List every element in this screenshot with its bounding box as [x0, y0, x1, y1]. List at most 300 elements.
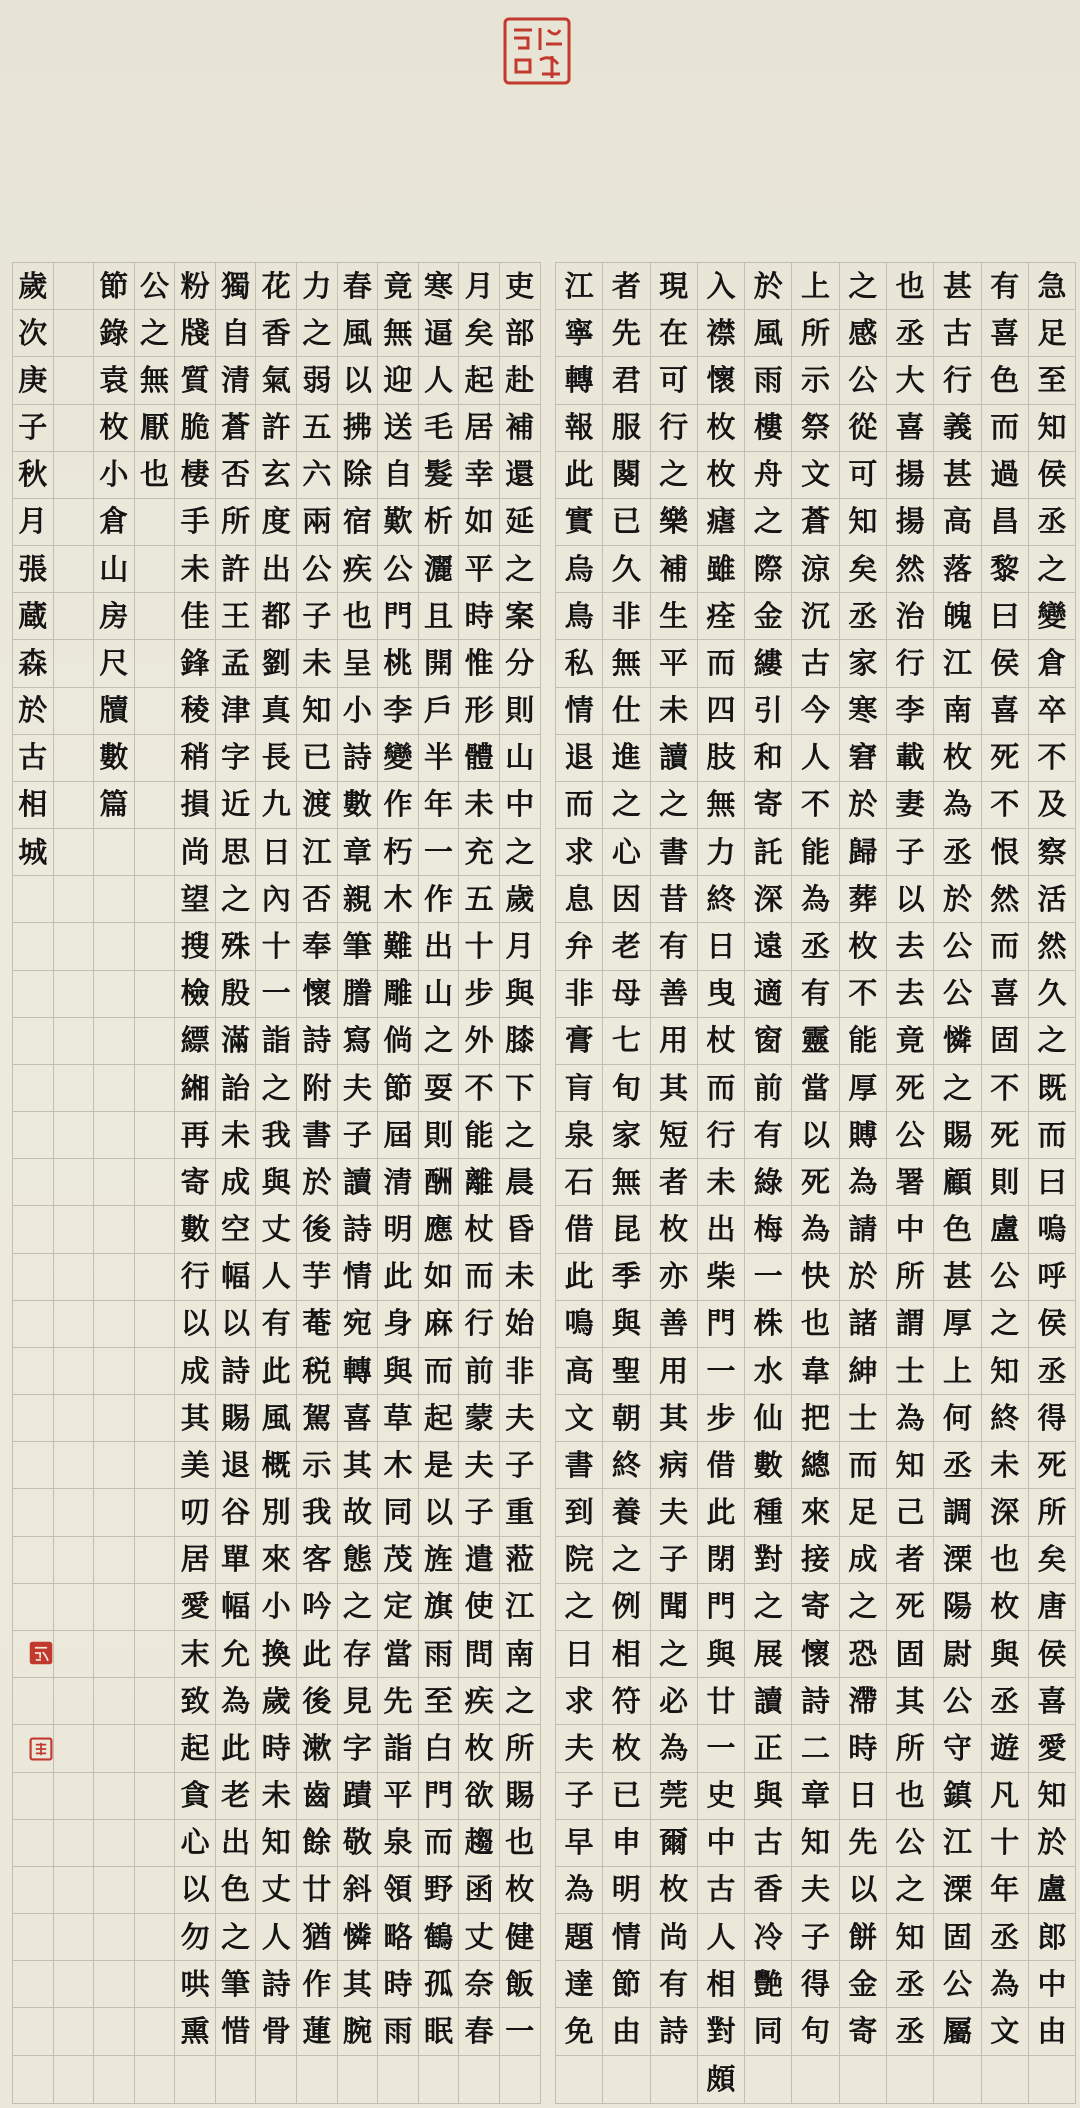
- character-cell: 詩: [338, 1206, 378, 1253]
- character-cell: 之: [500, 1112, 540, 1159]
- character-cell: 望: [175, 876, 215, 923]
- character-cell: 詣: [256, 1018, 296, 1065]
- character-cell: 妻: [887, 782, 933, 829]
- character-cell: 此: [556, 1254, 602, 1301]
- character-cell: 死: [982, 735, 1028, 782]
- character-cell: 詒: [216, 1065, 256, 1112]
- character-cell: 喜: [982, 688, 1028, 735]
- character-cell: 無: [603, 1159, 649, 1206]
- character-cell: [13, 1065, 53, 1112]
- character-cell: 今: [792, 688, 838, 735]
- character-cell: 與: [256, 1159, 296, 1206]
- character-cell: 中: [500, 782, 540, 829]
- character-cell: 數: [175, 1206, 215, 1253]
- text-column: [377, 263, 418, 2103]
- character-cell: 無: [603, 640, 649, 687]
- character-cell: [135, 1489, 175, 1536]
- character-cell: 南: [500, 1631, 540, 1678]
- character-cell: 日: [698, 923, 744, 970]
- character-cell: [54, 1631, 94, 1678]
- character-cell: 奈: [459, 1961, 499, 2008]
- character-cell: 梅: [745, 1206, 791, 1253]
- character-cell: 丞: [792, 923, 838, 970]
- character-cell: 因: [603, 876, 649, 923]
- text-column: [650, 263, 697, 2103]
- character-cell: 末: [175, 1631, 215, 1678]
- character-cell: 中: [887, 1206, 933, 1253]
- character-cell: 恐: [840, 1631, 886, 1678]
- character-cell: 於: [840, 1254, 886, 1301]
- character-cell: 既: [1029, 1065, 1075, 1112]
- character-cell: 鶴: [419, 1914, 459, 1961]
- character-cell: 歲: [13, 263, 53, 310]
- character-cell: 公: [887, 1112, 933, 1159]
- character-cell: 瘧: [698, 499, 744, 546]
- character-cell: [135, 1961, 175, 2008]
- character-cell: 尚: [175, 829, 215, 876]
- character-cell: 退: [216, 1442, 256, 1489]
- character-cell: [94, 1442, 134, 1489]
- character-cell: 然: [887, 546, 933, 593]
- character-cell: 其: [175, 1395, 215, 1442]
- text-column: [791, 263, 838, 2103]
- character-cell: [651, 2056, 697, 2103]
- character-cell: 郎: [1029, 1914, 1075, 1961]
- character-cell: 昏: [500, 1206, 540, 1253]
- character-cell: 死: [982, 1112, 1028, 1159]
- character-cell: 能: [459, 1112, 499, 1159]
- character-cell: 也: [500, 1820, 540, 1867]
- character-cell: 玄: [256, 452, 296, 499]
- character-cell: 用: [651, 1018, 697, 1065]
- character-cell: 託: [745, 829, 791, 876]
- character-cell: 侯: [1029, 1301, 1075, 1348]
- character-cell: 其: [651, 1395, 697, 1442]
- character-cell: 勿: [175, 1914, 215, 1961]
- character-cell: 江: [934, 1820, 980, 1867]
- character-cell: 外: [459, 1018, 499, 1065]
- character-cell: 孟: [216, 640, 256, 687]
- character-cell: 不: [840, 971, 886, 1018]
- character-cell: 舟: [745, 452, 791, 499]
- character-cell: 懷: [297, 971, 337, 1018]
- character-cell: 喜: [887, 405, 933, 452]
- character-cell: 稜: [175, 688, 215, 735]
- character-cell: 五: [297, 405, 337, 452]
- character-cell: [94, 1254, 134, 1301]
- character-cell: 當: [792, 1065, 838, 1112]
- character-cell: [13, 1348, 53, 1395]
- character-cell: 之: [419, 1018, 459, 1065]
- character-cell: 讀: [338, 1159, 378, 1206]
- character-cell: 於: [1029, 1820, 1075, 1867]
- character-cell: 筆: [216, 1961, 256, 2008]
- character-cell: 史: [698, 1773, 744, 1820]
- character-cell: 侯: [982, 640, 1028, 687]
- character-cell: 有: [651, 1961, 697, 2008]
- character-cell: 固: [934, 1914, 980, 1961]
- character-cell: 賜: [934, 1112, 980, 1159]
- character-cell: 免: [556, 2008, 602, 2055]
- character-cell: [135, 499, 175, 546]
- character-cell: 客: [297, 1537, 337, 1584]
- character-cell: 此: [216, 1725, 256, 1772]
- character-cell: 調: [934, 1489, 980, 1536]
- character-cell: 丞: [982, 1914, 1028, 1961]
- character-cell: 得: [1029, 1395, 1075, 1442]
- character-cell: 次: [13, 310, 53, 357]
- character-cell: [94, 1631, 134, 1678]
- character-cell: 案: [500, 593, 540, 640]
- character-cell: 定: [378, 1584, 418, 1631]
- character-cell: 問: [459, 1631, 499, 1678]
- character-cell: 蒼: [216, 405, 256, 452]
- character-cell: 不: [459, 1065, 499, 1112]
- character-cell: 求: [556, 829, 602, 876]
- character-cell: 十: [256, 923, 296, 970]
- character-cell: 人: [698, 1914, 744, 1961]
- character-cell: 此: [698, 1489, 744, 1536]
- character-cell: 曳: [698, 971, 744, 1018]
- character-cell: 數: [745, 1442, 791, 1489]
- character-cell: 戶: [419, 688, 459, 735]
- character-cell: 仙: [745, 1395, 791, 1442]
- character-cell: 泉: [556, 1112, 602, 1159]
- character-cell: [94, 876, 134, 923]
- character-cell: 之: [1029, 1018, 1075, 1065]
- character-cell: 枚: [698, 405, 744, 452]
- character-cell: 之: [603, 1537, 649, 1584]
- character-cell: 之: [216, 876, 256, 923]
- character-cell: [94, 1395, 134, 1442]
- text-column: [697, 263, 744, 2103]
- character-cell: 之: [651, 1631, 697, 1678]
- character-cell: 死: [1029, 1442, 1075, 1489]
- character-cell: [135, 923, 175, 970]
- character-cell: 存: [338, 1631, 378, 1678]
- character-cell: 高: [934, 499, 980, 546]
- character-cell: 無: [135, 357, 175, 404]
- character-cell: 金: [745, 593, 791, 640]
- character-cell: [54, 1678, 94, 1725]
- character-cell: 此: [297, 1631, 337, 1678]
- character-cell: 析: [419, 499, 459, 546]
- character-cell: 為: [887, 1395, 933, 1442]
- character-cell: 二: [792, 1725, 838, 1772]
- character-cell: 轉: [338, 1348, 378, 1395]
- character-cell: [556, 2056, 602, 2103]
- character-cell: 附: [297, 1065, 337, 1112]
- character-cell: 税: [297, 1348, 337, 1395]
- character-cell: [13, 1301, 53, 1348]
- character-cell: 麻: [419, 1301, 459, 1348]
- character-cell: 猶: [297, 1914, 337, 1961]
- character-cell: 雖: [698, 546, 744, 593]
- character-cell: 王: [216, 593, 256, 640]
- character-cell: 十: [982, 1820, 1028, 1867]
- character-cell: [13, 1159, 53, 1206]
- character-cell: 山: [419, 971, 459, 1018]
- character-cell: 窘: [840, 735, 886, 782]
- character-cell: [54, 923, 94, 970]
- character-cell: [94, 1773, 134, 1820]
- character-cell: 唐: [1029, 1584, 1075, 1631]
- character-cell: 夫: [500, 1395, 540, 1442]
- character-cell: 兩: [297, 499, 337, 546]
- character-cell: 張: [13, 546, 53, 593]
- character-cell: 枚: [500, 1867, 540, 1914]
- character-cell: 人: [256, 1914, 296, 1961]
- character-cell: [603, 2056, 649, 2103]
- character-cell: 闋: [603, 452, 649, 499]
- character-cell: 前: [745, 1065, 791, 1112]
- character-cell: 旗: [419, 1584, 459, 1631]
- character-cell: [135, 1301, 175, 1348]
- character-cell: 子: [500, 1442, 540, 1489]
- character-cell: [94, 1914, 134, 1961]
- character-cell: 旌: [419, 1537, 459, 1584]
- character-cell: 部: [500, 310, 540, 357]
- character-cell: 同: [745, 2008, 791, 2055]
- character-cell: 亦: [651, 1254, 697, 1301]
- text-column: [1028, 263, 1075, 2103]
- character-cell: 曰: [982, 593, 1028, 640]
- character-cell: 子: [459, 1489, 499, 1536]
- character-cell: 丞: [887, 310, 933, 357]
- character-cell: 詩: [256, 1961, 296, 2008]
- character-cell: 思: [216, 829, 256, 876]
- character-cell: 雕: [378, 971, 418, 1018]
- character-cell: 季: [603, 1254, 649, 1301]
- character-cell: 把: [792, 1395, 838, 1442]
- character-cell: 歲: [256, 1678, 296, 1725]
- character-cell: 陽: [934, 1584, 980, 1631]
- text-column: [886, 263, 933, 2103]
- character-cell: 有: [651, 923, 697, 970]
- character-cell: 以: [338, 357, 378, 404]
- character-cell: 杖: [698, 1018, 744, 1065]
- text-column: [744, 263, 791, 2103]
- character-cell: [13, 2056, 53, 2103]
- character-cell: 作: [297, 1961, 337, 2008]
- character-cell: [94, 1159, 134, 1206]
- character-cell: 前: [459, 1348, 499, 1395]
- character-cell: 竟: [887, 1018, 933, 1065]
- character-cell: 略: [378, 1914, 418, 1961]
- text-column: [499, 263, 540, 2103]
- character-cell: 子: [297, 593, 337, 640]
- character-cell: 叨: [175, 1489, 215, 1536]
- character-cell: 春: [338, 263, 378, 310]
- character-cell: [135, 735, 175, 782]
- character-cell: 句: [792, 2008, 838, 2055]
- character-cell: 再: [175, 1112, 215, 1159]
- character-cell: 肢: [698, 735, 744, 782]
- character-cell: 難: [378, 923, 418, 970]
- character-cell: 知: [840, 499, 886, 546]
- character-cell: 森: [13, 640, 53, 687]
- character-cell: 月: [13, 499, 53, 546]
- character-cell: [94, 1725, 134, 1772]
- character-cell: 出: [216, 1820, 256, 1867]
- character-cell: 菴: [297, 1301, 337, 1348]
- character-cell: 風: [745, 310, 791, 357]
- character-cell: 幅: [216, 1584, 256, 1631]
- character-cell: 換: [256, 1631, 296, 1678]
- character-cell: 幸: [459, 452, 499, 499]
- character-cell: 懷: [792, 1631, 838, 1678]
- character-cell: 人: [792, 735, 838, 782]
- character-cell: 謂: [887, 1301, 933, 1348]
- character-cell: 丞: [934, 1442, 980, 1489]
- character-cell: 半: [419, 735, 459, 782]
- character-cell: 來: [256, 1537, 296, 1584]
- character-cell: 子: [556, 1773, 602, 1820]
- character-cell: 旬: [603, 1065, 649, 1112]
- character-cell: 恨: [982, 829, 1028, 876]
- character-cell: 否: [216, 452, 256, 499]
- character-cell: [135, 1537, 175, 1584]
- character-cell: 詩: [792, 1678, 838, 1725]
- character-cell: 風: [256, 1395, 296, 1442]
- right-text-panel: [555, 262, 1076, 2104]
- character-cell: 愛: [1029, 1725, 1075, 1772]
- character-cell: [94, 971, 134, 1018]
- character-cell: 公: [982, 1254, 1028, 1301]
- character-cell: 凡: [982, 1773, 1028, 1820]
- character-cell: 其: [651, 1065, 697, 1112]
- character-cell: 成: [840, 1537, 886, 1584]
- character-cell: 膝: [500, 1018, 540, 1065]
- character-cell: 手: [175, 499, 215, 546]
- character-cell: 日: [256, 829, 296, 876]
- character-cell: 當: [378, 1631, 418, 1678]
- character-cell: 飯: [500, 1961, 540, 2008]
- character-cell: 申: [603, 1820, 649, 1867]
- character-cell: [54, 782, 94, 829]
- character-cell: 襟: [698, 310, 744, 357]
- character-cell: 延: [500, 499, 540, 546]
- character-cell: 花: [256, 263, 296, 310]
- character-cell: 得: [792, 1961, 838, 2008]
- character-cell: 未: [500, 1254, 540, 1301]
- text-column: [418, 263, 459, 2103]
- character-cell: 及: [1029, 782, 1075, 829]
- character-cell: [135, 782, 175, 829]
- character-cell: 株: [745, 1301, 791, 1348]
- character-cell: 芋: [297, 1254, 337, 1301]
- character-cell: 知: [887, 1914, 933, 1961]
- character-cell: 綠: [745, 1159, 791, 1206]
- character-cell: 山: [94, 546, 134, 593]
- character-cell: 篇: [94, 782, 134, 829]
- character-cell: 酬: [419, 1159, 459, 1206]
- character-cell: 作: [378, 782, 418, 829]
- character-cell: 是: [419, 1442, 459, 1489]
- character-cell: 到: [556, 1489, 602, 1536]
- character-cell: 小: [256, 1584, 296, 1631]
- character-cell: 於: [297, 1159, 337, 1206]
- character-cell: 江: [500, 1584, 540, 1631]
- character-cell: 石: [556, 1159, 602, 1206]
- character-cell: 單: [216, 1537, 256, 1584]
- character-cell: 矣: [459, 310, 499, 357]
- character-cell: 厚: [934, 1301, 980, 1348]
- character-cell: 詩: [297, 1018, 337, 1065]
- character-cell: 年: [982, 1867, 1028, 1914]
- character-cell: 脆: [175, 405, 215, 452]
- character-cell: [54, 1018, 94, 1065]
- text-column: [602, 263, 649, 2103]
- character-cell: 應: [419, 1206, 459, 1253]
- character-cell: [297, 2056, 337, 2103]
- character-cell: 未: [698, 1159, 744, 1206]
- character-cell: 察: [1029, 829, 1075, 876]
- character-cell: [13, 1584, 53, 1631]
- character-cell: 相: [13, 782, 53, 829]
- character-cell: 也: [338, 593, 378, 640]
- character-cell: 上: [934, 1348, 980, 1395]
- text-column: [215, 263, 256, 2103]
- character-cell: 知: [792, 1820, 838, 1867]
- character-cell: 廿: [698, 1678, 744, 1725]
- character-cell: 許: [216, 546, 256, 593]
- character-cell: 久: [603, 546, 649, 593]
- character-cell: 蒞: [500, 1537, 540, 1584]
- character-cell: 數: [338, 782, 378, 829]
- character-cell: 節: [94, 263, 134, 310]
- character-cell: 始: [500, 1301, 540, 1348]
- character-cell: 枚: [94, 405, 134, 452]
- character-cell: 先: [603, 310, 649, 357]
- character-cell: 黎: [982, 546, 1028, 593]
- character-cell: 引: [745, 688, 791, 735]
- character-cell: 如: [419, 1254, 459, 1301]
- character-cell: 弁: [556, 923, 602, 970]
- character-cell: 昌: [982, 499, 1028, 546]
- character-cell: 然: [1029, 923, 1075, 970]
- character-cell: 愛: [175, 1584, 215, 1631]
- character-cell: 見: [338, 1678, 378, 1725]
- character-cell: [256, 2056, 296, 2103]
- character-cell: 公: [934, 923, 980, 970]
- character-cell: 矣: [840, 546, 886, 593]
- character-cell: 一: [256, 971, 296, 1018]
- character-cell: 函: [459, 1867, 499, 1914]
- character-cell: 書: [297, 1112, 337, 1159]
- character-cell: 也: [887, 1773, 933, 1820]
- character-cell: [54, 1348, 94, 1395]
- character-cell: 公: [840, 357, 886, 404]
- character-cell: 心: [603, 829, 649, 876]
- character-cell: 之: [338, 1584, 378, 1631]
- character-cell: 不: [982, 1065, 1028, 1112]
- character-cell: 送: [378, 405, 418, 452]
- character-cell: 未: [216, 1112, 256, 1159]
- character-cell: 為: [792, 1206, 838, 1253]
- character-cell: 詩: [651, 2008, 697, 2055]
- artist-seal-1-icon: [28, 1640, 54, 1666]
- character-cell: [135, 2008, 175, 2055]
- character-cell: 鎮: [934, 1773, 980, 1820]
- character-cell: 枚: [982, 1584, 1028, 1631]
- character-cell: 以: [175, 1301, 215, 1348]
- character-cell: 厚: [840, 1065, 886, 1112]
- character-cell: 公: [378, 546, 418, 593]
- character-cell: [54, 735, 94, 782]
- character-cell: 離: [459, 1159, 499, 1206]
- character-cell: 尚: [651, 1914, 697, 1961]
